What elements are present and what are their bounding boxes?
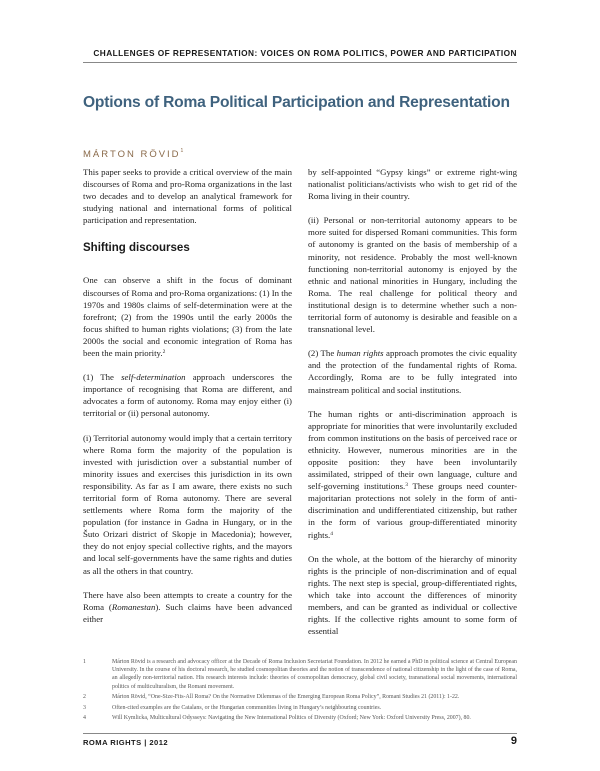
footnotes xyxy=(83,658,517,725)
paragraph-shift-text: One can observe a shift in the focus of dominant discourses of Roma and pro-Roma organizations: (1) In the 1970s and 1980s claims of self-determination were at the forefront; (2) from the 1990s until the early 2000s the focus shifted to human rights violations; (3) from the late 2000s the social and economic integration of Roma has been the main priority. xyxy=(83,275,292,359)
series-title: CHALLENGES OF REPRESENTATION: VOICES ON ROMA POLITICS, POWER AND PARTICIPATION xyxy=(93,48,517,58)
footnote-number: 1 xyxy=(83,659,86,665)
paragraph-text: approach underscores the importance of recognising that Roma are different, and advocates a form of autonomy. Roma may enjoy either (i) territorial or (ii) personal autonomy. xyxy=(83,372,292,419)
emphasis-term: Romanestan xyxy=(111,601,156,612)
footnote-mark-2: 2 xyxy=(162,349,166,356)
paragraph-hierarchy: On the whole, at the bottom of the hierarchy of minority rights is the principle of non-discrimination and of equal rights. The next step is special, group-differentiated rights, which take into account the differences of minority members, and can be granted as individual or collective rights. If the collective rights amount to some form of essential xyxy=(308,553,517,637)
footnote-number: 3 xyxy=(83,704,86,711)
paragraph-territorial: (i) Territorial autonomy would imply that a certain territory where Roma form the majority of the population is invested with jurisdiction over a substantial number of minority issues and exercises this jurisdiction in its own responsibility. As far as I am aware, there exists no such territorial form of Roma autonomy. There are several settlements where Roma form the majority of the population (for instance in Gadna in Hungary, or in the Šuto Orizari district of Skopje in Macedonia); however, they do not enjoy special collective rights, and the mayors and local self-governments have the same rights and duties as all the others in that country. xyxy=(83,432,292,576)
paragraph-text: ). Such claims have been advanced either xyxy=(83,601,292,624)
footnote-text: Often-cited examples are the Catalans, or the Hungarian communities living in Hungary’s neighbouring countries. xyxy=(112,704,382,711)
footnote xyxy=(83,658,517,691)
paragraph-text: (1) The xyxy=(83,372,122,383)
paragraph-gypsy-kings: by self-appointed “Gypsy kings” or extreme right-wing nationalist politicians/activists who wish to get rid of the Roma living in their country. xyxy=(308,167,517,202)
footnote xyxy=(83,714,517,722)
author-name-text: MÁRTON RÖVID xyxy=(83,149,181,160)
left-column xyxy=(83,166,292,637)
article-title: Options of Roma Political Participation and Representation xyxy=(83,94,510,111)
footer-rule xyxy=(83,733,517,734)
footnote-text: Will Kymlicka, Multicultural Odysseys: Navigating the New International Politics of Diversity (Oxford; New York: Oxford University Press, 2007), 80. xyxy=(112,715,471,722)
paragraph-text: The human rights or anti-discrimination approach is appropriate for minorities that were involuntarily excluded from common institutions on the basis of perceived race or ethnicity. However, numerous minorities are in the opposite position: they have been involuntarily assimilated, stripped of their own language, culture and self-governing institutions. xyxy=(308,408,517,492)
paragraph-anti-discrimination xyxy=(308,408,517,541)
footnote xyxy=(83,704,517,712)
footnote-number: 4 xyxy=(83,715,86,722)
paragraph-personal-autonomy: (ii) Personal or non-territorial autonomy appears to be more suited for dispersed Romani communities. This form of autonomy is granted on the basis of membership of a minority, not residence. Probably the most well-known functioning non-territorial autonomy is enjoyed by the ethnic and national minorities in Hungary, including the Roma. The real challenge for political theory and institutional design is to determine whether such a non-territorial form of autonomy is desirable and feasible on a transnational level. xyxy=(308,215,517,335)
footnote xyxy=(83,693,517,701)
right-column xyxy=(308,166,517,649)
footnote-number: 2 xyxy=(83,694,86,701)
header-rule xyxy=(83,62,517,63)
author-footnote-mark: 1 xyxy=(180,148,184,154)
author-name xyxy=(83,148,183,160)
emphasis-term: human rights xyxy=(336,348,384,359)
paragraph-text: approach promotes the civic equality and the protection of the fundamental rights of Roma. Accordingly, Roma are to be fully integrated into mainstream political and social institutions. xyxy=(308,348,517,395)
paragraph-self-determination xyxy=(83,371,292,419)
paragraph-text: There have also been attempts to create a country for the Roma ( xyxy=(83,589,292,612)
footnote-mark-3: 3 xyxy=(405,482,408,489)
footer-journal: ROMA RIGHTS | 2012 xyxy=(83,738,169,747)
abstract: This paper seeks to provide a critical overview of the main discourses of Roma and pro-Roma organizations in the last two decades and to develop an analytical framework for studying national and international forms of political participation and representation. xyxy=(83,167,292,226)
paragraph-text: These groups need counter-majoritarian protections not solely in the form of anti-discrimination and undifferentiated citizenship, but rather in the form of various group-differentiated minority rights. xyxy=(308,481,517,540)
paragraph-romanestan xyxy=(83,589,292,625)
section-heading: Shifting discourses xyxy=(83,242,190,255)
paragraph-text: (2) The xyxy=(308,348,337,359)
footnote-text: Márton Rövid is a research and advocacy officer at the Decade of Roma Inclusion Secretariat Foundation. In 2012 he earned a PhD in political science at Central European University. In the course of his doctoral research, he studied cosmopolitan theories and the notion of transcendence of national citizenship in the light of the case of Roma, an allegedly non-territorial nation. His research interests include: theories of cosmopolitan democracy, global civil society, transnational social movements, international politics of multiculturalism, the Romani movement. xyxy=(112,659,517,690)
paragraph-shift xyxy=(83,274,292,359)
page-number: 9 xyxy=(510,735,517,747)
footnote-mark-4: 4 xyxy=(330,530,333,537)
emphasis-term: self-determination xyxy=(121,372,186,383)
footnote-text: Márton Rövid, “One-Size-Fits-All Roma? On the Normative Dilemmas of the Emerging European Roma Policy”, Romani Studies 21 (2011): 1-22. xyxy=(112,694,460,701)
paragraph-human-rights xyxy=(308,347,517,395)
